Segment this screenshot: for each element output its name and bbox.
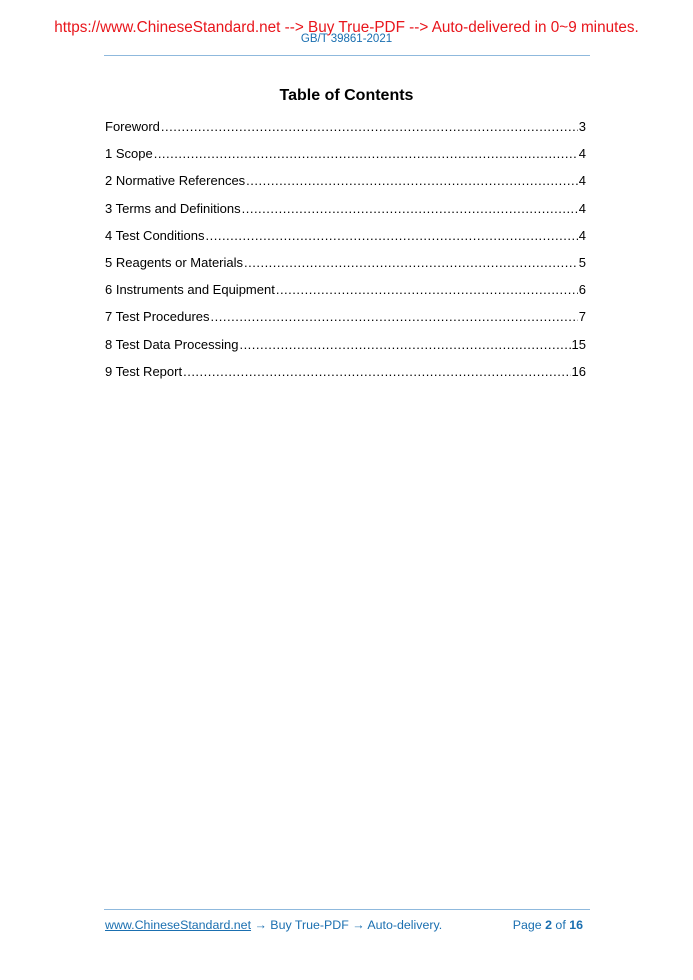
toc-entry-foreword[interactable]: [105, 118, 586, 145]
toc-title: Table of Contents: [279, 87, 414, 104]
dot-leader: [246, 172, 578, 190]
dot-leader: [242, 200, 578, 218]
toc-entry-page: 15: [571, 336, 586, 352]
toc-entry-label: Foreword: [105, 119, 160, 134]
header-divider: [104, 55, 590, 56]
toc-entry-label: 8 Test Data Processing: [105, 336, 239, 352]
toc-entry-label: 1 Scope: [105, 146, 153, 162]
dot-leader: [211, 308, 578, 326]
page-current: 2: [545, 918, 552, 932]
table-of-contents: [105, 118, 586, 390]
toc-entry-label: 4 Test Conditions: [105, 227, 205, 243]
dot-leader: [206, 227, 578, 245]
page-of: of: [551, 918, 570, 932]
toc-entry-page: 4: [578, 227, 586, 243]
dot-leader: [276, 281, 578, 299]
site-link[interactable]: www.ChineseStandard.net: [105, 918, 252, 932]
page-prefix: Page: [512, 918, 546, 932]
footer-tagline: → Buy True-PDF → Auto-delivery.: [251, 918, 443, 932]
dot-leader: [244, 254, 578, 272]
toc-entry-terms-and-definitions[interactable]: [105, 200, 586, 227]
toc-entry-normative-references[interactable]: [105, 172, 586, 199]
toc-entry-page: 16: [571, 363, 586, 379]
toc-entry-page: 6: [578, 282, 586, 298]
toc-entry-test-report[interactable]: [105, 363, 586, 390]
footer-divider: [104, 909, 590, 910]
dot-leader: [183, 363, 570, 381]
dot-leader: [239, 336, 570, 354]
document-id: GB/T 39861-2021: [300, 33, 393, 45]
toc-entry-label: 5 Reagents or Materials: [105, 254, 244, 270]
toc-entry-page: 4: [578, 200, 586, 216]
toc-entry-page: 4: [578, 146, 586, 162]
toc-entry-label: 7 Test Procedures: [105, 309, 210, 325]
page-indicator: [513, 917, 583, 933]
toc-entry-label: 9 Test Report: [105, 363, 183, 379]
toc-entry-page: 3: [578, 119, 586, 134]
toc-entry-test-procedures[interactable]: [105, 308, 586, 335]
dot-leader: [154, 145, 578, 163]
toc-entry-label: 3 Terms and Definitions: [105, 200, 241, 216]
toc-entry-page: 4: [578, 173, 586, 189]
toc-entry-test-data-processing[interactable]: [105, 336, 586, 363]
toc-entry-page: 7: [578, 309, 586, 325]
toc-entry-label: 2 Normative References: [105, 173, 246, 189]
toc-entry-scope[interactable]: [105, 145, 586, 172]
page-total: 16: [569, 918, 583, 932]
toc-entry-reagents-or-materials[interactable]: [105, 254, 586, 281]
toc-entry-page: 5: [578, 254, 586, 270]
promo-banner[interactable]: https://www.ChineseStandard.net --> Buy True-PDF --> Auto-delivered in 0~9 minutes.: [54, 19, 639, 36]
toc-entry-test-conditions[interactable]: [105, 227, 586, 254]
dot-leader: [161, 118, 578, 136]
toc-entry-label: 6 Instruments and Equipment: [105, 282, 275, 298]
toc-entry-instruments-and-equipment[interactable]: [105, 281, 586, 308]
page-footer: [105, 917, 586, 933]
